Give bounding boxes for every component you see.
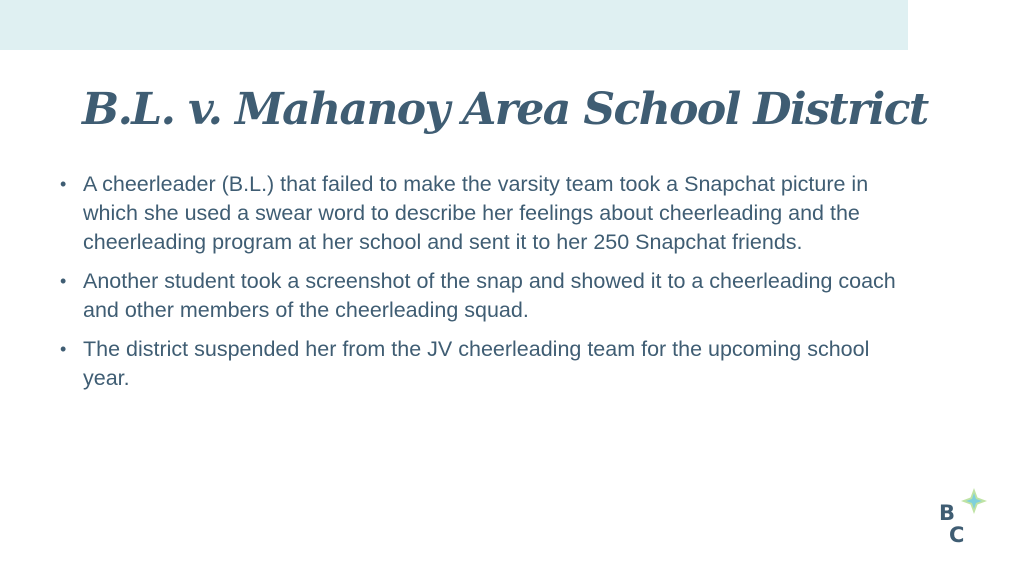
bc-logo <box>932 486 992 548</box>
bullet-item <box>60 267 918 325</box>
four-point-star-icon <box>961 488 987 514</box>
bullet-text: The district suspended her from the JV cheerleading team for the upcoming school year. <box>83 337 870 390</box>
bullet-marker: • <box>60 174 67 194</box>
logo-letter-c: C <box>949 523 965 547</box>
bullet-item <box>60 170 918 257</box>
bullet-text: A cheerleader (B.L.) that failed to make the varsity team took a Snapchat picture in which she used a swear word to describe her feelings about cheerleading and the cheerleading program at her school and sent it to her 250 Snapchat friends. <box>83 172 869 254</box>
top-band <box>0 0 908 50</box>
bullet-text: Another student took a screenshot of the snap and showed it to a cheerleading coach and other members of the cheerleading squad. <box>83 269 896 322</box>
bullet-marker: • <box>60 271 67 291</box>
bullet-item <box>60 335 918 393</box>
slide-title: B.L. v. Mahanoy Area School District <box>82 84 928 135</box>
logo-letter-b: B <box>939 501 956 525</box>
bullet-list <box>60 170 918 403</box>
bullet-marker: • <box>60 339 67 359</box>
